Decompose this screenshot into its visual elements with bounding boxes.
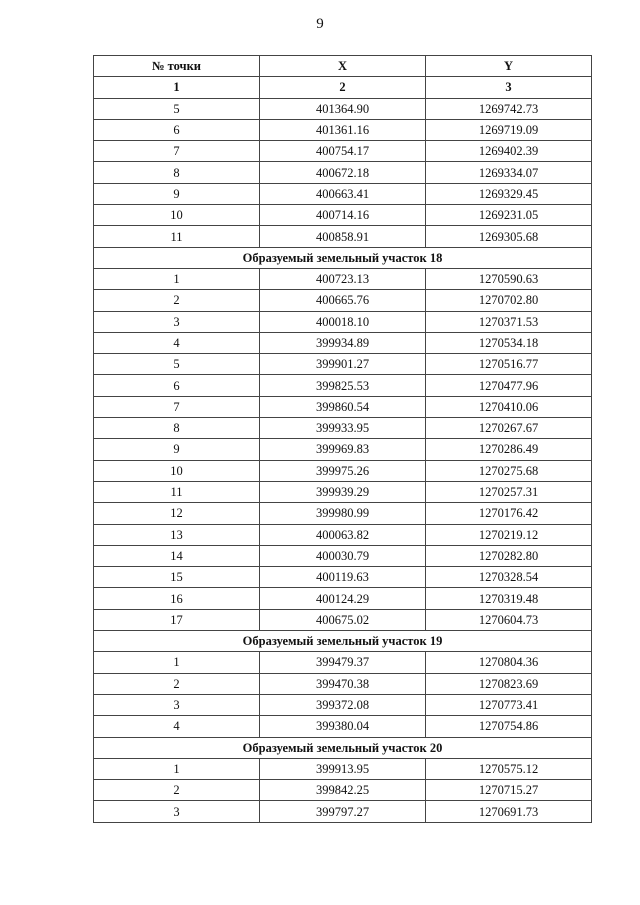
cell-y: 1270286.49: [426, 439, 592, 460]
cell-y: 1269402.39: [426, 141, 592, 162]
section-title: Образуемый земельный участок 18: [94, 247, 592, 268]
cell-point-number: 3: [94, 694, 260, 715]
cell-y: 1270754.86: [426, 716, 592, 737]
cell-y: 1269329.45: [426, 183, 592, 204]
cell-y: 1269334.07: [426, 162, 592, 183]
cell-y: 1269231.05: [426, 205, 592, 226]
cell-point-number: 2: [94, 673, 260, 694]
table-row: [94, 524, 592, 545]
table-row: [94, 503, 592, 524]
cell-x: 399860.54: [260, 396, 426, 417]
cell-y: 1270575.12: [426, 758, 592, 779]
cell-y: 1270267.67: [426, 418, 592, 439]
section-title-row: [94, 737, 592, 758]
cell-x: 399980.99: [260, 503, 426, 524]
table-row: [94, 311, 592, 332]
table-row: [94, 694, 592, 715]
cell-y: 1270275.68: [426, 460, 592, 481]
cell-y: 1270715.27: [426, 780, 592, 801]
cell-x: 400754.17: [260, 141, 426, 162]
cell-x: 399842.25: [260, 780, 426, 801]
table-row: [94, 801, 592, 822]
table-row: [94, 141, 592, 162]
table-row: [94, 481, 592, 502]
table-row: [94, 119, 592, 140]
cell-y: 1269305.68: [426, 226, 592, 247]
section-title: Образуемый земельный участок 20: [94, 737, 592, 758]
section-title: Образуемый земельный участок 19: [94, 631, 592, 652]
cell-x: 399380.04: [260, 716, 426, 737]
cell-point-number: 2: [94, 290, 260, 311]
cell-point-number: 12: [94, 503, 260, 524]
cell-point-number: 8: [94, 162, 260, 183]
cell-y: 1270477.96: [426, 375, 592, 396]
table-row: [94, 588, 592, 609]
cell-point-number: 5: [94, 98, 260, 119]
cell-y: 1270773.41: [426, 694, 592, 715]
cell-y: 1270371.53: [426, 311, 592, 332]
cell-y: 1270219.12: [426, 524, 592, 545]
cell-point-number: 7: [94, 396, 260, 417]
cell-y: 1270257.31: [426, 481, 592, 502]
cell-y: 1270516.77: [426, 354, 592, 375]
cell-point-number: 2: [94, 780, 260, 801]
table-row: [94, 716, 592, 737]
cell-x: 400723.13: [260, 268, 426, 289]
table-row: [94, 545, 592, 566]
cell-x: 400124.29: [260, 588, 426, 609]
cell-point-number: 1: [94, 268, 260, 289]
cell-y: 1269742.73: [426, 98, 592, 119]
column-number-3: 3: [426, 77, 592, 98]
table-row: [94, 375, 592, 396]
cell-y: 1270804.36: [426, 652, 592, 673]
header-point-number: № точки: [94, 56, 260, 77]
cell-point-number: 9: [94, 439, 260, 460]
page-number: 9: [316, 16, 324, 32]
table-header: [94, 56, 592, 99]
cell-point-number: 14: [94, 545, 260, 566]
table-row: [94, 673, 592, 694]
table-row: [94, 652, 592, 673]
table-body: [94, 98, 592, 822]
cell-point-number: 13: [94, 524, 260, 545]
cell-x: 399470.38: [260, 673, 426, 694]
cell-x: 399825.53: [260, 375, 426, 396]
header-y: Y: [426, 56, 592, 77]
cell-x: 399934.89: [260, 332, 426, 353]
cell-x: 399933.95: [260, 418, 426, 439]
table-row: [94, 226, 592, 247]
cell-x: 400018.10: [260, 311, 426, 332]
header-x: X: [260, 56, 426, 77]
table-row: [94, 758, 592, 779]
cell-y: 1270282.80: [426, 545, 592, 566]
cell-y: 1270691.73: [426, 801, 592, 822]
cell-x: 399797.27: [260, 801, 426, 822]
cell-point-number: 3: [94, 801, 260, 822]
cell-x: 401364.90: [260, 98, 426, 119]
table-row: [94, 98, 592, 119]
cell-point-number: 4: [94, 332, 260, 353]
table-row: [94, 268, 592, 289]
cell-point-number: 11: [94, 481, 260, 502]
cell-x: 400663.41: [260, 183, 426, 204]
cell-x: 400858.91: [260, 226, 426, 247]
cell-y: 1270702.80: [426, 290, 592, 311]
cell-y: 1270328.54: [426, 567, 592, 588]
cell-point-number: 3: [94, 311, 260, 332]
table-row: [94, 205, 592, 226]
cell-y: 1270590.63: [426, 268, 592, 289]
column-number-2: 2: [260, 77, 426, 98]
table-row: [94, 354, 592, 375]
table-row: [94, 439, 592, 460]
table-row: [94, 183, 592, 204]
cell-point-number: 6: [94, 119, 260, 140]
cell-point-number: 16: [94, 588, 260, 609]
section-title-row: [94, 247, 592, 268]
cell-x: 399479.37: [260, 652, 426, 673]
header-row: [94, 56, 592, 77]
cell-x: 399939.29: [260, 481, 426, 502]
cell-x: 399372.08: [260, 694, 426, 715]
cell-y: 1270319.48: [426, 588, 592, 609]
cell-point-number: 6: [94, 375, 260, 396]
table-row: [94, 567, 592, 588]
cell-point-number: 7: [94, 141, 260, 162]
cell-point-number: 10: [94, 460, 260, 481]
cell-point-number: 11: [94, 226, 260, 247]
cell-x: 400714.16: [260, 205, 426, 226]
cell-x: 399901.27: [260, 354, 426, 375]
cell-x: 399975.26: [260, 460, 426, 481]
table-row: [94, 460, 592, 481]
table-row: [94, 609, 592, 630]
table-row: [94, 162, 592, 183]
cell-y: 1270410.06: [426, 396, 592, 417]
cell-y: 1270823.69: [426, 673, 592, 694]
column-number-1: 1: [94, 77, 260, 98]
cell-point-number: 8: [94, 418, 260, 439]
cell-x: 400063.82: [260, 524, 426, 545]
table-row: [94, 418, 592, 439]
cell-x: 399969.83: [260, 439, 426, 460]
cell-point-number: 5: [94, 354, 260, 375]
column-number-row: [94, 77, 592, 98]
cell-x: 400672.18: [260, 162, 426, 183]
cell-point-number: 1: [94, 652, 260, 673]
cell-point-number: 10: [94, 205, 260, 226]
table-row: [94, 332, 592, 353]
table-row: [94, 396, 592, 417]
table-row: [94, 780, 592, 801]
cell-y: 1269719.09: [426, 119, 592, 140]
cell-x: 399913.95: [260, 758, 426, 779]
cell-x: 401361.16: [260, 119, 426, 140]
cell-x: 400665.76: [260, 290, 426, 311]
cell-y: 1270176.42: [426, 503, 592, 524]
cell-x: 400030.79: [260, 545, 426, 566]
cell-point-number: 9: [94, 183, 260, 204]
cell-y: 1270604.73: [426, 609, 592, 630]
cell-point-number: 17: [94, 609, 260, 630]
cell-point-number: 15: [94, 567, 260, 588]
cell-y: 1270534.18: [426, 332, 592, 353]
cell-point-number: 1: [94, 758, 260, 779]
cell-point-number: 4: [94, 716, 260, 737]
table-row: [94, 290, 592, 311]
coordinates-table: [93, 55, 592, 823]
section-title-row: [94, 631, 592, 652]
cell-x: 400675.02: [260, 609, 426, 630]
cell-x: 400119.63: [260, 567, 426, 588]
